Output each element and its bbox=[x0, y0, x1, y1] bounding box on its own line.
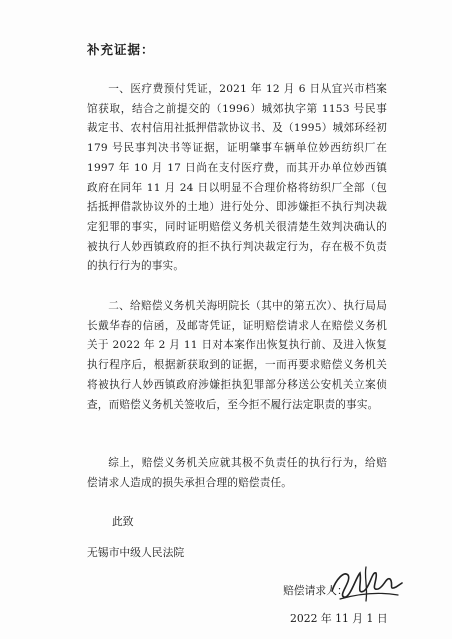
handwritten-signature bbox=[326, 561, 406, 607]
summary-paragraph: 综上，赔偿义务机关应就其极不负责任的执行行为，给赔偿请求人造成的损失承担合理的赔偿责任。 bbox=[87, 457, 387, 489]
document-date: 2022 年 11 月 1 日 bbox=[290, 612, 388, 625]
evidence-paragraph-1: 一、医疗费预付凭证，2021 年 12 月 6 日从宜兴市档案馆获取，结合之前提交的（1996）城郊执字第 1153 号民事裁定书、农村信用社抵押借款协议书、及（1995）城郊环经初 179 号民事判决书等证据，证明肇事车辆单位妙西纺织厂在 1997 年 10 月 17 日尚在支付医疗费，而其开办单位妙西镇政府在同年 11 月 24 日以明显不合理价格将纺织厂全部（包括抵押借款协议外的土地）进行处分、即涉嫌拒不执行判决裁定犯罪的事实，同时证明赔偿义务机关很清楚生效判决确认的被执行人妙西镇政府的拒不执行判决裁定行为，存在极不负责的执行行为的事实。 bbox=[87, 83, 387, 273]
closing-salutation: 此致 bbox=[112, 515, 134, 528]
section-heading: 补充证据： bbox=[87, 42, 155, 57]
addressee-court: 无锡市中级人民法院 bbox=[87, 546, 185, 559]
evidence-paragraph-2: 二、给赔偿义务机关海明院长（其中的第五次）、执行局局长戴华春的信函，及邮寄凭证，证明赔偿请求人在赔偿义务机关于 2022 年 2 月 11 日对本案作出恢复执行前、及进入恢复执行程序后，根据新获取到的证据，一而再要求赔偿义务机关将被执行人妙西镇政府涉嫌拒执犯罪部分移送公安机关立案侦查，而赔偿义务机关签收后，至今拒不履行法定职责的事实。 bbox=[87, 300, 387, 411]
claimant-label: 赔偿请求人： bbox=[283, 584, 348, 597]
